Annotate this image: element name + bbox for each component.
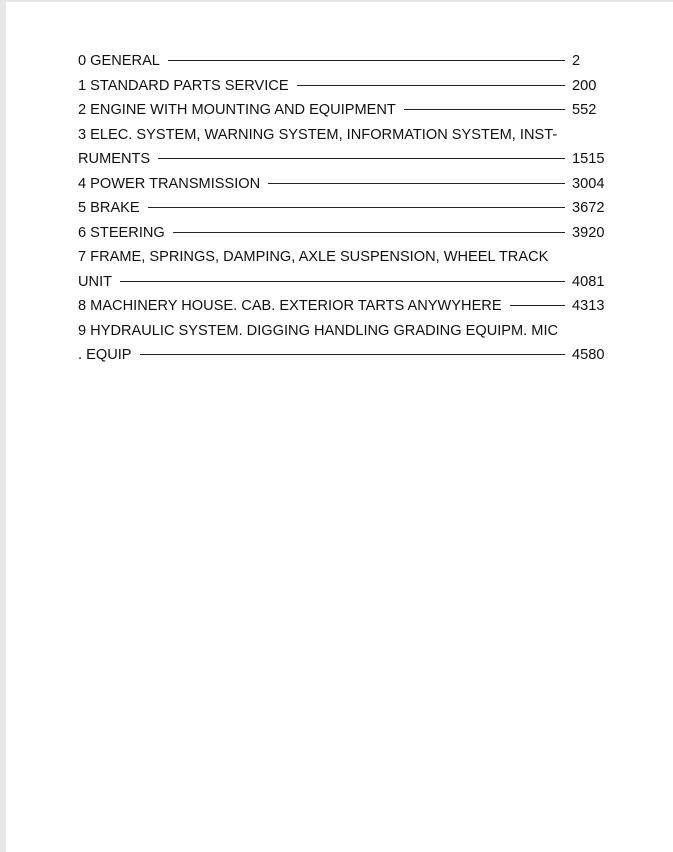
toc-entry-title: 8 MACHINERY HOUSE. CAB. EXTERIOR TARTS ANYWYHERE [78, 298, 502, 314]
toc-page-number: 1515 [572, 151, 605, 167]
toc-page-number: 2 [572, 53, 581, 69]
toc-leader-line [297, 85, 565, 86]
toc-page-number: 200 [572, 77, 597, 94]
toc-entry-standard-parts-service[interactable] [78, 74, 605, 99]
toc-entry-hydraulic-system[interactable] [78, 319, 605, 368]
toc-page-number: 3004 [572, 175, 605, 192]
toc-entry-title: RUMENTS [78, 151, 151, 167]
toc-leader-line [510, 305, 565, 306]
toc-page-number: 552 [572, 102, 597, 118]
toc-leader-line [140, 354, 565, 355]
toc-page-number: 3672 [572, 200, 605, 216]
toc-entry-title-line: 9 HYDRAULIC SYSTEM. DIGGING HANDLING GRADING EQUIPM. MIC [78, 322, 559, 339]
toc-leader-line [120, 281, 565, 282]
toc-entry-last-line [78, 343, 605, 368]
toc-leader-line [158, 158, 565, 159]
toc-entry-steering[interactable] [78, 221, 605, 246]
toc-entry-title-line: 3 ELEC. SYSTEM, WARNING SYSTEM, INFORMATION SYSTEM, INST- [78, 126, 558, 143]
toc-entry-title: 2 ENGINE WITH MOUNTING AND EQUIPMENT [78, 102, 396, 118]
toc-entry-elec-system[interactable] [78, 123, 605, 172]
toc-entry-machinery-house[interactable] [78, 294, 605, 319]
toc-page-number: 4081 [572, 273, 605, 290]
toc-leader-line [404, 109, 565, 110]
document-page [6, 2, 673, 852]
table-of-contents [78, 49, 605, 368]
toc-entry-brake[interactable] [78, 196, 605, 221]
toc-entry-title: 1 STANDARD PARTS SERVICE [78, 77, 289, 94]
toc-leader-line [268, 183, 565, 184]
toc-entry-title: 6 STEERING [78, 224, 165, 241]
toc-entry-title: 5 BRAKE [78, 200, 140, 216]
toc-entry-title: UNIT [78, 273, 113, 290]
toc-entry-last-line [78, 270, 605, 295]
toc-leader-line [168, 60, 565, 61]
toc-entry-title: 0 GENERAL [78, 53, 160, 69]
toc-entry-last-line [78, 147, 605, 172]
toc-entry-frame-springs[interactable] [78, 245, 605, 294]
toc-entry-engine[interactable] [78, 98, 605, 123]
toc-page-number: 3920 [572, 224, 605, 241]
toc-entry-general[interactable] [78, 49, 605, 74]
toc-leader-line [173, 232, 565, 233]
toc-entry-power-transmission[interactable] [78, 172, 605, 197]
toc-entry-title: 4 POWER TRANSMISSION [78, 175, 261, 192]
toc-entry-title-line: 7 FRAME, SPRINGS, DAMPING, AXLE SUSPENSION, WHEEL TRACK [78, 249, 549, 265]
toc-page-number: 4313 [572, 298, 605, 314]
toc-page-number: 4580 [572, 347, 605, 363]
toc-entry-title: . EQUIP [78, 347, 132, 363]
toc-leader-line [148, 207, 565, 208]
